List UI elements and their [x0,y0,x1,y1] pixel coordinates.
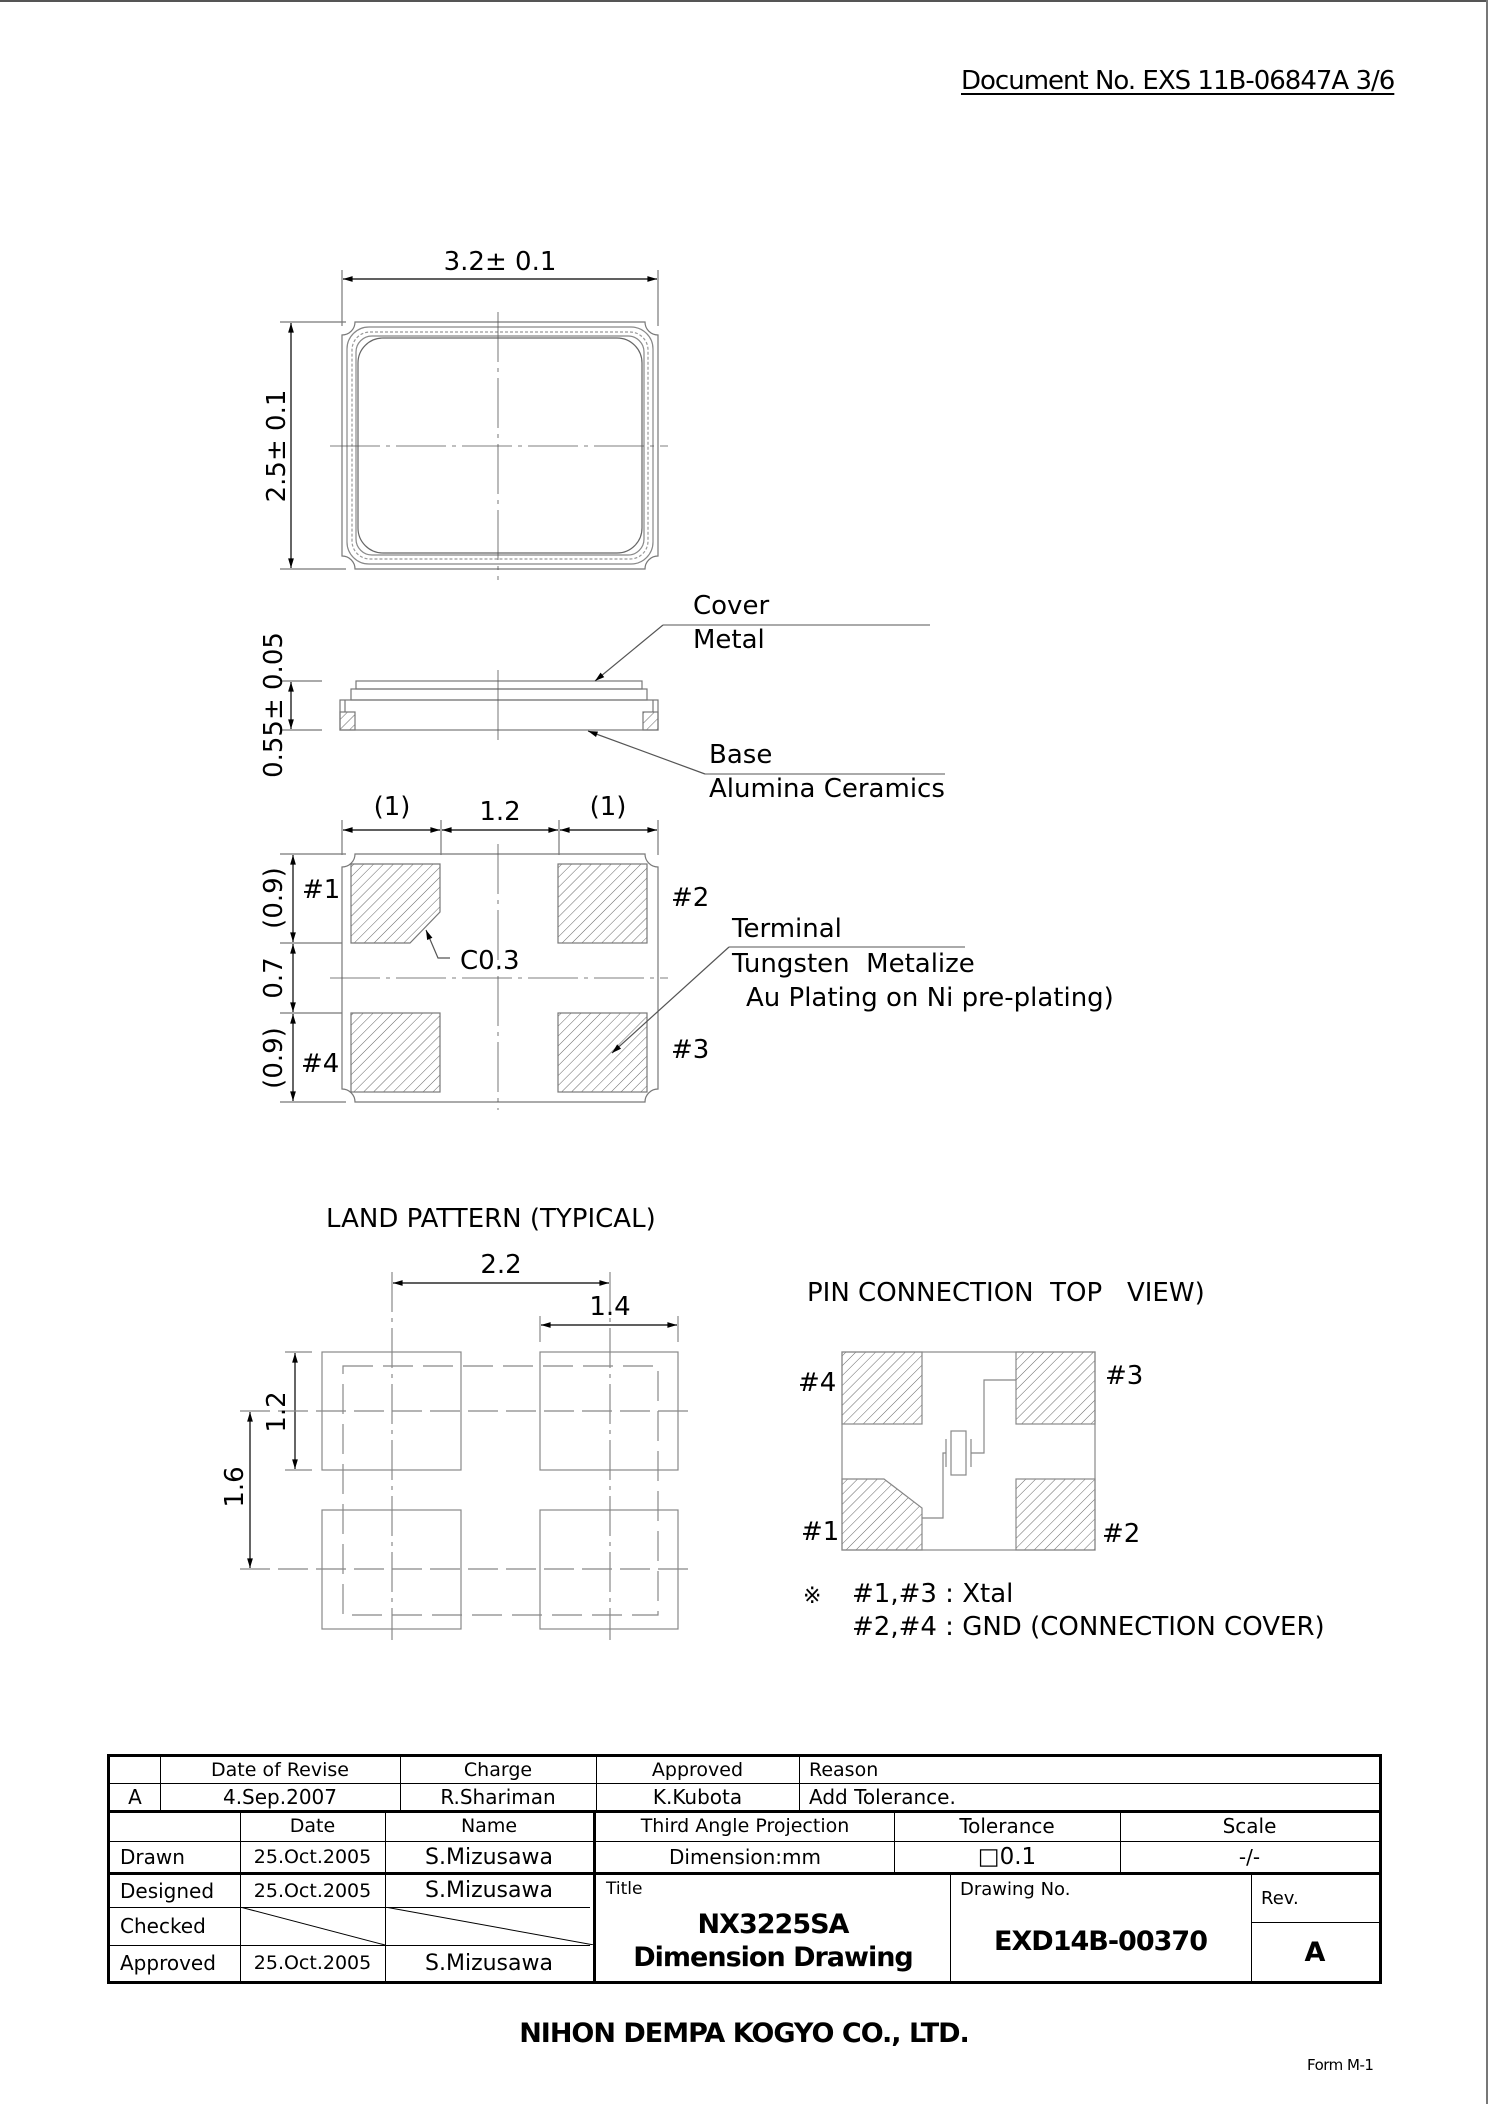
title-description: Dimension Drawing [633,1941,913,1973]
approved-date: 25.Oct.2005 [253,1952,372,1974]
note-mark: ※ [803,1584,822,1609]
pin-label-3: #3 [671,1035,710,1065]
company-name: NIHON DEMPA KOGYO CO., LTD. [519,2018,969,2049]
top-view-height-dim: 2.5± 0.1 [262,389,292,503]
base-label: Base [709,740,773,770]
title-label: Title [606,1879,643,1899]
pin-connection-diagram [842,1352,1095,1550]
role-approved: Approved [120,1951,216,1975]
pin-connection-title: PIN CONNECTION TOP VIEW) [807,1278,1205,1308]
land-dim-pitch-x: 2.2 [480,1250,522,1280]
drawn-date: 25.Oct.2005 [253,1846,372,1868]
land-pattern-title: LAND PATTERN (TYPICAL) [326,1204,656,1234]
hdr-reason: Reason [809,1759,879,1781]
pin-label-2: #2 [671,883,710,913]
hdr-charge: Charge [463,1759,533,1781]
chamfer-label: C0.3 [460,946,520,976]
rev-value: A [1304,1936,1326,1968]
title-part-number: NX3225SA [697,1909,849,1939]
role-drawn: Drawn [120,1845,185,1869]
land-pattern [240,1272,690,1640]
rev-reason: Add Tolerance. [809,1784,956,1809]
base-material: Alumina Ceramics [709,774,945,804]
role-checked: Checked [120,1914,206,1938]
rev-label: Rev. [1261,1887,1299,1909]
rev-letter: A [128,1784,142,1809]
hdr-name: Name [460,1814,518,1837]
pin-conn-label-1: #1 [801,1517,840,1547]
scale-label: Scale [1222,1813,1277,1838]
pin-conn-label-2: #2 [1102,1519,1141,1549]
terminal-material-1: Tungsten Metalize [732,949,975,979]
drawing-no-label: Drawing No. [960,1878,1071,1900]
dim-bottom-pad: (0.9) [259,1027,289,1089]
dimension-unit: Dimension:mm [668,1844,821,1869]
pin-conn-label-4: #4 [798,1368,837,1398]
land-dim-pad-h: 1.2 [262,1391,292,1433]
projection: Third Angle Projection [640,1814,850,1837]
top-view-width-dim: 3.2± 0.1 [443,247,557,277]
dim-top-pad: (0.9) [259,867,289,929]
side-view-thickness-dim: 0.55± 0.05 [259,632,289,778]
note-xtal: #1,#3 : Xtal [852,1579,1014,1609]
form-number: Form M-1 [1307,2056,1374,2074]
pin-label-4: #4 [301,1049,340,1079]
rev-date: 4.Sep.2007 [222,1784,338,1809]
hdr-approved: Approved [651,1759,744,1781]
dim-right: (1) [589,792,627,822]
pin-conn-label-3: #3 [1105,1361,1144,1391]
rev-charge: R.Shariman [440,1784,556,1809]
dim-gap: 0.7 [259,957,289,999]
terminal-label: Terminal [732,914,842,944]
drawn-name: S.Mizusawa [425,1844,553,1870]
note-gnd: #2,#4 : GND (CONNECTION COVER) [852,1612,1325,1642]
checked-strike [240,1907,594,1945]
role-designed: Designed [120,1878,215,1903]
land-dim-pad-w: 1.4 [589,1292,631,1322]
dim-center: 1.2 [479,797,521,827]
hdr-date: Date [289,1814,336,1837]
top-view [280,270,668,580]
dim-left: (1) [373,792,411,822]
land-dim-pitch-y: 1.6 [220,1466,250,1508]
terminal-material-2: Au Plating on Ni pre-plating) [746,983,1114,1013]
cover-material: Metal [693,625,765,655]
cover-label: Cover [693,591,770,621]
tolerance-value: □0.1 [977,1843,1037,1870]
tolerance-label: Tolerance [959,1813,1055,1838]
designed-name: S.Mizusawa [425,1878,553,1903]
designed-date: 25.Oct.2005 [253,1879,372,1902]
side-view [280,625,945,774]
pin-label-1: #1 [302,875,341,905]
rev-approved: K.Kubota [652,1784,743,1809]
approved-name: S.Mizusawa [425,1950,553,1976]
document-number: Document No. EXS 11B-06847A 3/6 [961,66,1395,96]
drawing-no: EXD14B-00370 [994,1925,1207,1957]
title-block [107,1754,1382,1984]
hdr-date-of-revise: Date of Revise [211,1759,349,1781]
scale-value: -/- [1238,1844,1261,1869]
